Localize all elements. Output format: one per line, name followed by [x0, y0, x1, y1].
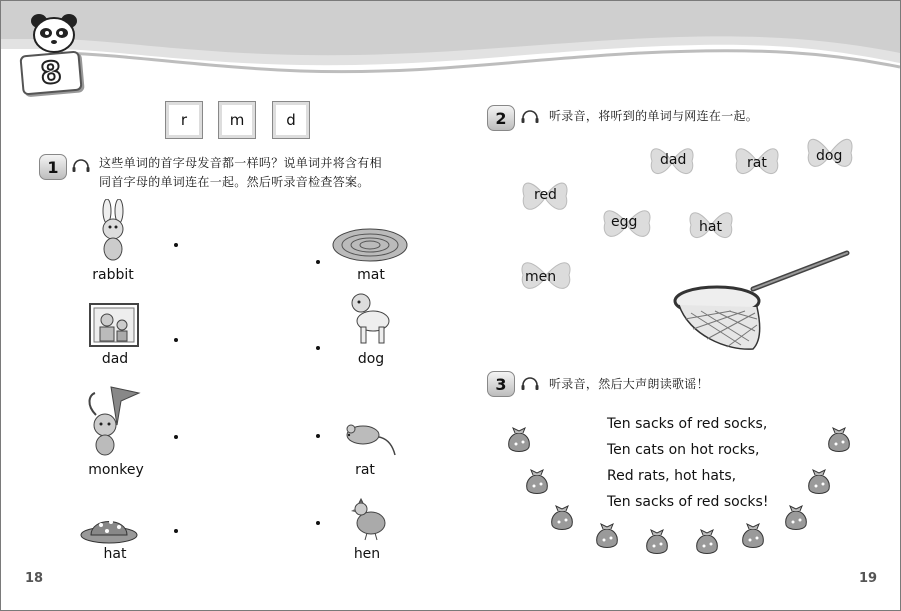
butterfly-word-egg: egg [611, 214, 638, 230]
butterfly-word-red: red [534, 187, 557, 203]
panda-icon [29, 11, 79, 55]
word-dad: dad [101, 351, 129, 367]
match-dot-dog[interactable] [316, 346, 320, 350]
word-dog: dog [357, 351, 385, 367]
exercise-1-instruction-line1: 这些单词的首字母发音都一样吗？说单词并将含有相 [99, 156, 382, 170]
letter-m: m [229, 111, 245, 129]
page-number-left: 18 [25, 571, 44, 586]
exercise-3-number-text: 3 [495, 374, 507, 394]
sack-icon [786, 506, 807, 530]
butterfly-word-men: men [525, 269, 557, 285]
chant-line: Ten sacks of red socks, [607, 416, 768, 432]
dad-picture [89, 303, 139, 347]
exercise-2-number-text: 2 [495, 108, 507, 128]
butterfly-word-rat: rat [747, 155, 767, 171]
sack-icon [743, 524, 764, 548]
headphone-icon[interactable] [520, 109, 540, 125]
hat-picture [79, 509, 139, 545]
header-banner [1, 1, 900, 101]
headphone-icon[interactable] [520, 376, 540, 392]
match-dot-dad[interactable] [174, 338, 178, 342]
exercise-2-number [487, 105, 515, 131]
page-number-right: 19 [859, 571, 878, 586]
word-hat: hat [103, 546, 127, 562]
butterfly-word-dog: dog [816, 148, 843, 164]
unit-number: 8 [39, 54, 63, 92]
letter-box-r [165, 101, 203, 139]
word-rabbit: rabbit [92, 267, 134, 283]
exercise-1-instruction [99, 154, 439, 192]
match-dot-rabbit[interactable] [174, 243, 178, 247]
match-dot-rat[interactable] [316, 434, 320, 438]
word-rat: rat [355, 462, 375, 478]
letter-r: r [180, 111, 188, 129]
letter-box-m [218, 101, 256, 139]
chant-line: Ten sacks of red socks! [607, 494, 769, 510]
sack-icon [809, 470, 830, 494]
sack-icon [509, 428, 530, 452]
word-mat: mat [357, 267, 385, 283]
match-dot-monkey[interactable] [174, 435, 178, 439]
match-dot-mat[interactable] [316, 260, 320, 264]
letter-d: d [286, 111, 296, 129]
butterfly-net[interactable] [671, 245, 851, 355]
sacks-arc [501, 421, 861, 561]
word-monkey: monkey [88, 462, 144, 478]
sack-icon [647, 530, 668, 554]
sack-icon [552, 506, 573, 530]
sack-icon [527, 470, 548, 494]
chant-line: Red rats, hot hats, [607, 468, 737, 484]
exercise-1-instruction-line2: 同首字母的单词连在一起。然后听录音检查答案。 [99, 175, 370, 189]
unit-badge [19, 50, 82, 95]
butterfly-word-dad: dad [660, 152, 687, 168]
match-dot-hat[interactable] [174, 529, 178, 533]
exercise-3-instruction: 听录音，然后大声朗读歌谣！ [549, 377, 709, 391]
hen-picture [347, 497, 391, 541]
chant-line: Ten cats on hot rocks, [607, 442, 760, 458]
rat-picture [343, 419, 397, 459]
exercise-2-instruction: 听录音，将听到的单词与网连在一起。 [549, 109, 759, 123]
sack-icon [697, 530, 718, 554]
match-dot-hen[interactable] [316, 521, 320, 525]
headphone-icon[interactable] [71, 158, 91, 174]
word-hen: hen [353, 546, 381, 562]
sack-icon [829, 428, 850, 452]
monkey-picture [81, 385, 141, 459]
exercise-1-number [39, 154, 67, 180]
sack-icon [597, 524, 618, 548]
mat-picture [331, 227, 409, 263]
butterfly-word-hat: hat [699, 219, 722, 235]
exercise-3-number [487, 371, 515, 397]
letter-box-d [272, 101, 310, 139]
exercise-1-number-text: 1 [47, 157, 59, 177]
dog-picture [341, 291, 397, 347]
rabbit-picture [91, 199, 135, 263]
